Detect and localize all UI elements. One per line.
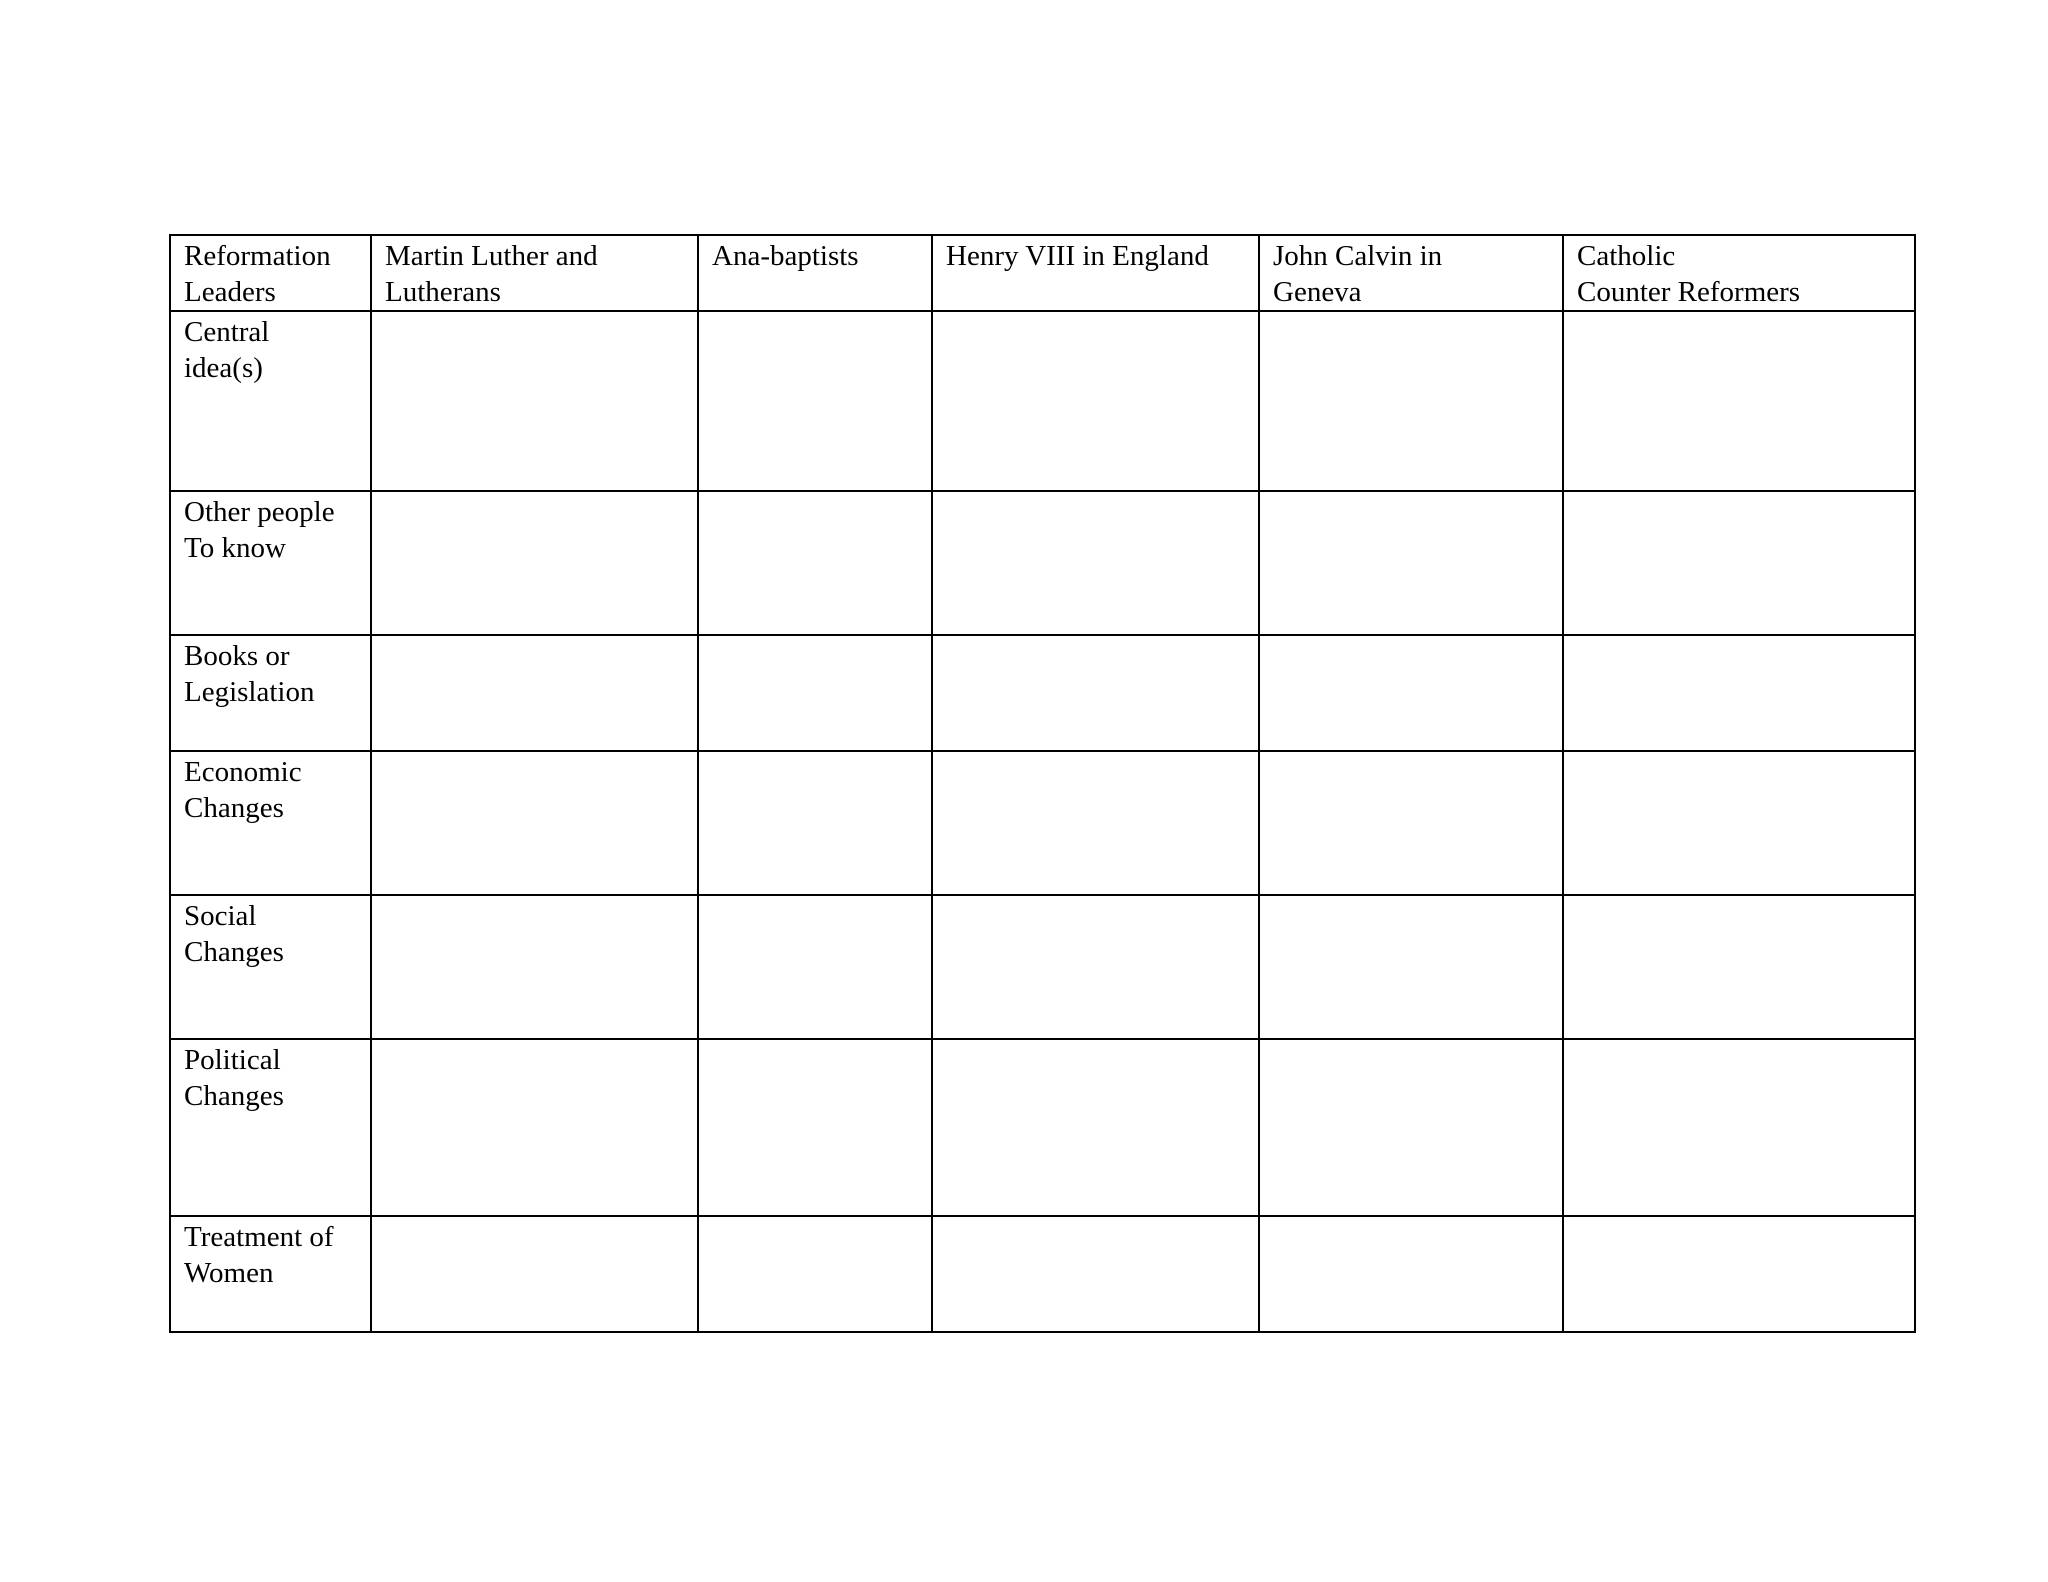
blank-answer-cell[interactable] <box>932 311 1259 491</box>
reformation-comparison-table <box>169 234 1916 1333</box>
blank-answer-cell[interactable] <box>1563 1039 1915 1216</box>
blank-answer-cell[interactable] <box>698 1216 932 1332</box>
column-header-line: Martin Luther and <box>385 240 598 272</box>
table-row-central-ideas <box>170 311 1915 491</box>
column-header-line: Counter Reformers <box>1577 276 1801 308</box>
row-label-cell <box>170 751 371 895</box>
row-label-cell <box>170 491 371 635</box>
blank-answer-cell[interactable] <box>932 491 1259 635</box>
blank-answer-cell[interactable] <box>932 751 1259 895</box>
blank-answer-cell[interactable] <box>1563 311 1915 491</box>
blank-answer-cell[interactable] <box>932 635 1259 751</box>
row-label-line: Women <box>184 1257 274 1289</box>
table-row-economic-changes <box>170 751 1915 895</box>
row-label-cell <box>170 1216 371 1332</box>
table-row-social-changes <box>170 895 1915 1039</box>
corner-header-line: Reformation <box>184 240 331 272</box>
table-row-books-legislation <box>170 635 1915 751</box>
row-label-line: Social <box>184 900 257 932</box>
blank-answer-cell[interactable] <box>371 1216 698 1332</box>
blank-answer-cell[interactable] <box>1563 895 1915 1039</box>
blank-answer-cell[interactable] <box>698 491 932 635</box>
row-label-line: Changes <box>184 936 284 968</box>
table-row-political-changes <box>170 1039 1915 1216</box>
column-header-line: John Calvin in <box>1273 240 1443 272</box>
blank-answer-cell[interactable] <box>1259 1216 1563 1332</box>
table-row-other-people <box>170 491 1915 635</box>
blank-answer-cell[interactable] <box>1259 895 1563 1039</box>
blank-answer-cell[interactable] <box>1563 491 1915 635</box>
blank-answer-cell[interactable] <box>698 895 932 1039</box>
column-header-henry-viii <box>932 235 1259 311</box>
column-header-line: Geneva <box>1273 276 1362 308</box>
blank-answer-cell[interactable] <box>371 635 698 751</box>
corner-header-line: Leaders <box>184 276 276 308</box>
table-row-treatment-of-women <box>170 1216 1915 1332</box>
row-label-line: Political <box>184 1044 281 1076</box>
blank-answer-cell[interactable] <box>371 895 698 1039</box>
row-label-line: idea(s) <box>184 352 263 384</box>
blank-answer-cell[interactable] <box>698 311 932 491</box>
blank-answer-cell[interactable] <box>698 635 932 751</box>
blank-answer-cell[interactable] <box>698 1039 932 1216</box>
blank-answer-cell[interactable] <box>1563 1216 1915 1332</box>
blank-answer-cell[interactable] <box>1259 491 1563 635</box>
blank-answer-cell[interactable] <box>932 1039 1259 1216</box>
row-label-line: Economic <box>184 756 302 788</box>
column-header-martin-luther <box>371 235 698 311</box>
blank-answer-cell[interactable] <box>371 751 698 895</box>
row-label-cell <box>170 895 371 1039</box>
column-header-line: Henry VIII in England <box>946 240 1209 272</box>
row-label-line: Changes <box>184 1080 284 1112</box>
row-label-line: Other people <box>184 496 335 528</box>
blank-answer-cell[interactable] <box>932 895 1259 1039</box>
blank-answer-cell[interactable] <box>1259 635 1563 751</box>
blank-answer-cell[interactable] <box>1563 635 1915 751</box>
row-label-line: Books or <box>184 640 290 672</box>
blank-answer-cell[interactable] <box>371 1039 698 1216</box>
blank-answer-cell[interactable] <box>698 751 932 895</box>
blank-answer-cell[interactable] <box>1259 311 1563 491</box>
blank-answer-cell[interactable] <box>371 311 698 491</box>
row-label-cell <box>170 635 371 751</box>
row-label-cell <box>170 1039 371 1216</box>
corner-header-cell <box>170 235 371 311</box>
row-label-cell <box>170 311 371 491</box>
row-label-line: Changes <box>184 792 284 824</box>
column-header-line: Lutherans <box>385 276 501 308</box>
row-label-line: Legislation <box>184 676 315 708</box>
blank-answer-cell[interactable] <box>1259 751 1563 895</box>
blank-answer-cell[interactable] <box>932 1216 1259 1332</box>
column-header-line: Ana-baptists <box>712 240 859 272</box>
column-header-anabaptists <box>698 235 932 311</box>
column-header-catholic-counter-reformers <box>1563 235 1915 311</box>
row-label-line: Central <box>184 316 270 348</box>
blank-answer-cell[interactable] <box>1563 751 1915 895</box>
header-row <box>170 235 1915 311</box>
blank-answer-cell[interactable] <box>1259 1039 1563 1216</box>
column-header-john-calvin <box>1259 235 1563 311</box>
row-label-line: To know <box>184 532 286 564</box>
column-header-line: Catholic <box>1577 240 1676 272</box>
blank-answer-cell[interactable] <box>371 491 698 635</box>
row-label-line: Treatment of <box>184 1221 334 1253</box>
